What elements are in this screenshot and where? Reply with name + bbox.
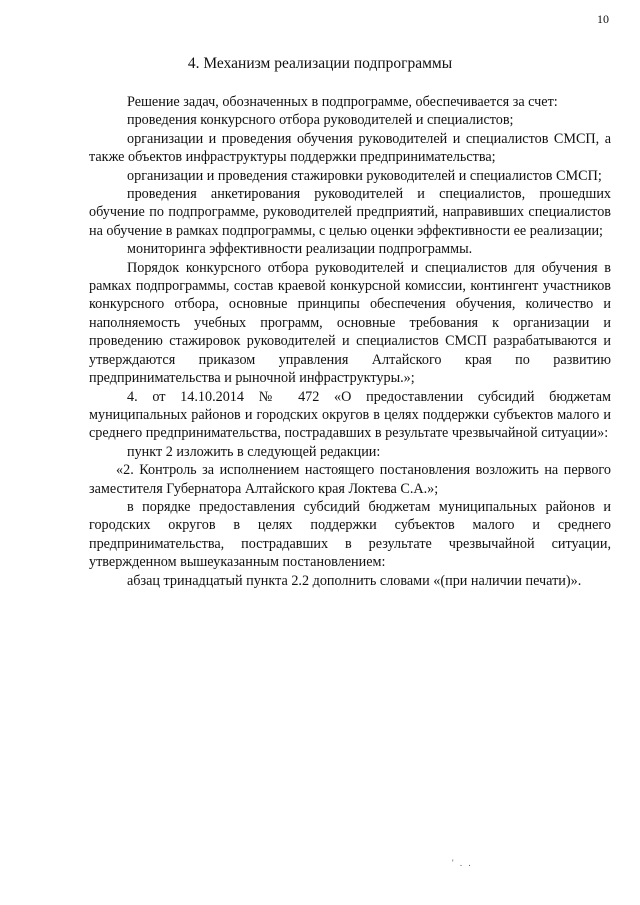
paragraph-list-item: проведения анкетирования руководителей и специалистов, прошедших обучение по подпрограмме, руководителей предприятий, направивших специалистов на обучение в рамках подпрограммы, с целью оценки эффективности ее реализации; — [89, 186, 611, 239]
paragraph-amendment: пункт 2 изложить в следующей редакции: — [127, 443, 381, 460]
paragraph-quote: «2. Контроль за исполнением настоящего постановления возложить на первого заместителя Губернатора Алтайского края Локтева С.А.»; — [89, 462, 611, 497]
paragraph-list-item: организации и проведения обучения руководителей и специалистов СМСП, а также объектов инфраструктуры поддержки предпринимательства; — [89, 130, 611, 166]
paragraph-amendment: абзац тринадцатый пункта 2.2 дополнить словами «(при наличии печати)». — [127, 572, 582, 589]
paragraph-list-item: организации и проведения стажировки руководителей и специалистов СМСП; — [127, 167, 602, 184]
section-heading: 4. Механизм реализации подпрограммы — [187, 55, 453, 72]
paragraph-list-item: проведения конкурсного отбора руководителей и специалистов; — [127, 112, 514, 129]
document-body — [89, 93, 611, 590]
paragraph-procedure: Порядок конкурсного отбора руководителей и специалистов для обучения в рамках подпрограммы, состав краевой конкурсной комиссии, контингент участников конкурсного отбора, основные принципы обеспечения обучения, количество и наполняемость учебных программ, основные требования к организации и проведению стажировок руководителей и специалистов СМСП разрабатываются и утверждаются приказом управления Алтайского края по развитию предпринимательства и рыночной инфраструктуры.»; — [89, 259, 611, 387]
page-number: 10 — [597, 12, 609, 26]
paragraph-amendment: в порядке предоставления субсидий бюджетам муниципальных районов и городских округов в целях поддержки субъектов малого и среднего предпринимательства, пострадавших в результате чрезвычайной ситуации, утвержденном вышеуказанным постановлением: — [89, 498, 611, 571]
paragraph-amendment: 4. от 14.10.2014 № 472 «О предоставлении субсидий бюджетам муниципальных районов и городских округов в целях поддержки субъектов малого и среднего предпринимательства, пострадавших в результате чрезвычайной ситуации»: — [89, 388, 611, 442]
paragraph-list-item: мониторинга эффективности реализации подпрограммы. — [127, 241, 473, 258]
scan-mark: ' . . — [452, 858, 473, 868]
paragraph-intro: Решение задач, обозначенных в подпрограмме, обеспечивается за счет: — [127, 94, 558, 110]
